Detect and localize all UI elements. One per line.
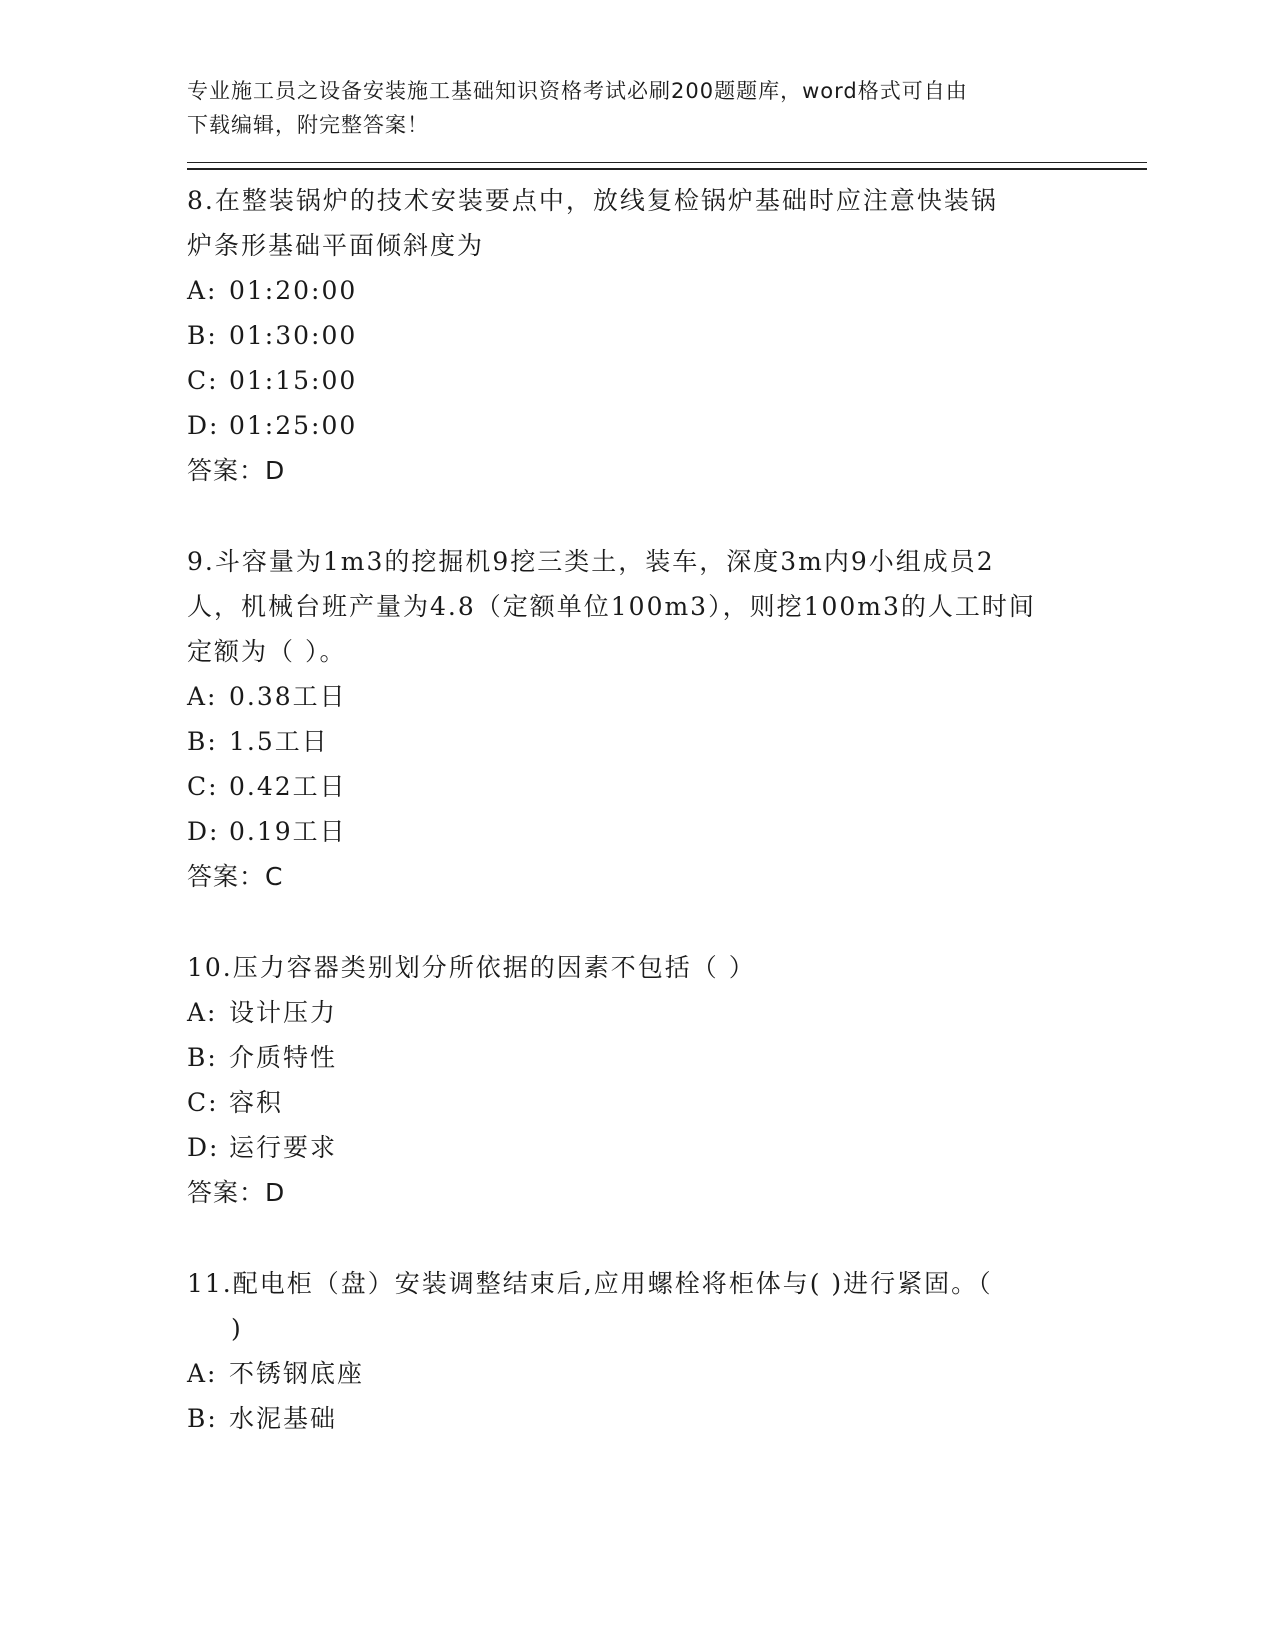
option-c (187, 358, 1147, 403)
header-line-2: 下载编辑，附完整答案！ (187, 113, 429, 137)
option-text: 0.42工日 (229, 772, 347, 801)
option-key: B: (187, 727, 218, 756)
option-text: 0.19工日 (229, 817, 347, 846)
document-page (187, 74, 1147, 1441)
option-text: 01:20:00 (229, 276, 358, 305)
question-11 (187, 1261, 1147, 1441)
option-key: A: (187, 682, 218, 711)
option-key: A: (187, 998, 218, 1027)
option-key: C: (187, 1088, 219, 1117)
option-a (187, 268, 1147, 313)
option-text: 0.38工日 (229, 682, 347, 711)
option-b (187, 313, 1147, 358)
question-line: 8.在整装锅炉的技术安装要点中，放线复检锅炉基础时应注意快装锅 (187, 186, 998, 215)
option-d (187, 809, 1147, 854)
question-8 (187, 178, 1147, 493)
question-line: 人，机械台班产量为4.8（定额单位100m3），则挖100m3的人工时间 (187, 592, 1036, 621)
option-key: B: (187, 1404, 218, 1433)
option-key: B: (187, 321, 218, 350)
option-a (187, 1351, 1147, 1396)
option-text: 水泥基础 (229, 1404, 338, 1433)
option-key: B: (187, 1043, 218, 1072)
question-10 (187, 945, 1147, 1215)
question-text (187, 178, 1067, 268)
option-c (187, 1080, 1147, 1125)
option-text: 01:15:00 (229, 366, 358, 395)
option-key: D: (187, 411, 220, 440)
option-b (187, 719, 1147, 764)
question-line: 9.斗容量为1m3的挖掘机9挖三类土，装车，深度3m内9小组成员2 (187, 547, 995, 576)
option-key: A: (187, 1359, 218, 1388)
option-text: 1.5工日 (229, 727, 329, 756)
question-text (187, 539, 1067, 674)
option-key: D: (187, 817, 220, 846)
question-9 (187, 539, 1147, 899)
question-text (187, 1261, 1067, 1351)
header-line-1: 专业施工员之设备安装施工基础知识资格考试必刷200题题库，word格式可自由 (187, 79, 968, 103)
option-text: 介质特性 (229, 1043, 338, 1072)
header-divider (187, 162, 1147, 170)
option-text: 运行要求 (229, 1133, 338, 1162)
question-line: 炉条形基础平面倾斜度为 (187, 231, 485, 260)
option-key: C: (187, 772, 219, 801)
answer: 答案：C (187, 862, 284, 891)
option-c (187, 764, 1147, 809)
option-a (187, 990, 1147, 1035)
option-text: 不锈钢底座 (229, 1359, 365, 1388)
option-key: A: (187, 276, 218, 305)
option-a (187, 674, 1147, 719)
option-text: 01:30:00 (229, 321, 358, 350)
option-key: D: (187, 1133, 220, 1162)
question-line: 10.压力容器类别划分所依据的因素不包括（ ） (187, 953, 756, 982)
option-text: 01:25:00 (229, 411, 358, 440)
option-d (187, 403, 1147, 448)
option-b (187, 1396, 1147, 1441)
question-line: ) (231, 1314, 243, 1343)
answer: 答案：D (187, 456, 286, 485)
answer: 答案：D (187, 1178, 286, 1207)
option-d (187, 1125, 1147, 1170)
question-text (187, 945, 1067, 990)
option-b (187, 1035, 1147, 1080)
question-line: 11.配电柜（盘）安装调整结束后,应用螺栓将柜体与( )进行紧固。（ (187, 1269, 993, 1298)
option-key: C: (187, 366, 219, 395)
option-text: 设计压力 (229, 998, 338, 1027)
option-text: 容积 (229, 1088, 284, 1117)
document-header (187, 74, 1047, 142)
question-line: 定额为（ ）。 (187, 637, 347, 666)
